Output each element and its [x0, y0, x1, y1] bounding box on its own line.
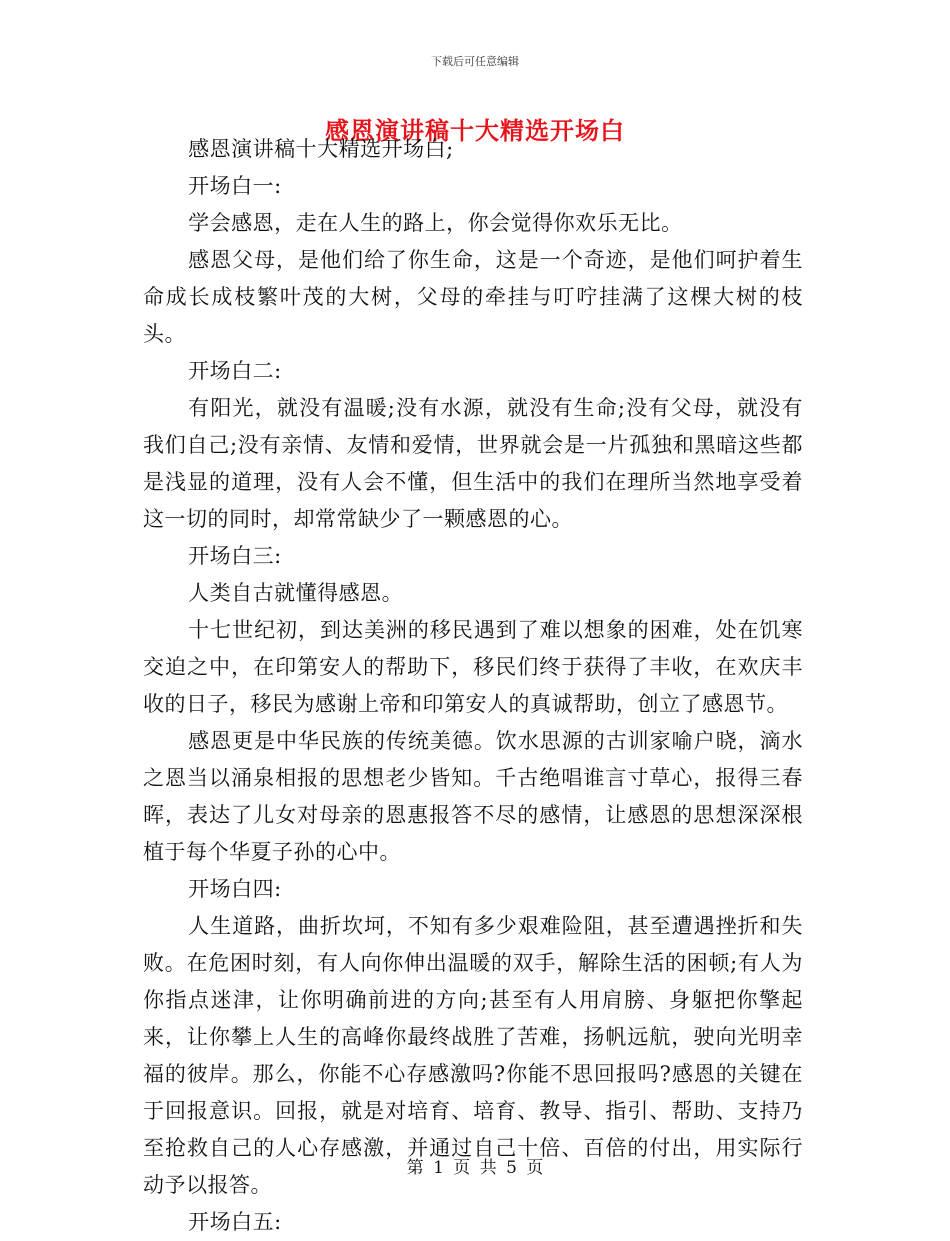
paragraph: 学会感恩，走在人生的路上，你会觉得你欢乐无比。 [188, 211, 683, 235]
paragraph: 十七世纪初，到达美洲的移民遇到了难以想象的困难，处在饥寒交迫之中，在印第安人的帮助下，移民们终于获得了丰收，在欢庆丰收的日子，移民为感谢上帝和印第安人的真诚帮助，创立了感恩节。 [143, 618, 803, 716]
document-body [143, 131, 803, 1241]
document-title: 感恩演讲稿十大精选开场白 [325, 117, 625, 145]
section-heading: 开场白三: [188, 544, 282, 568]
paragraph: 人类自古就懂得感恩。 [188, 581, 404, 605]
paragraph: 感恩演讲稿十大精选开场白; [188, 137, 454, 161]
page-header-note: 下载后可任意编辑 [431, 55, 519, 68]
paragraph: 感恩父母，是他们给了你生命，这是一个奇迹，是他们呵护着生命成长成枝繁叶茂的大树，父母的牵挂与叮咛挂满了这棵大树的枝头。 [143, 248, 803, 346]
paragraph: 人生道路，曲折坎坷，不知有多少艰难险阻，甚至遭遇挫折和失败。在危困时刻，有人向你伸出温暖的双手，解除生活的困顿;有人为你指点迷津，让你明确前进的方向;甚至有人用肩膀、身躯把你擎起来，让你攀上人生的高峰你最终战胜了苦难，扬帆远航，驶向光明幸福的彼岸。那么，你能不心存感激吗?你能不思回报吗?感恩的关键在于回报意识。回报，就是对培育、培育、教导、指引、帮助、支持乃至抢救自己的人心存感激，并通过自己十倍、百倍的付出，用实际行动予以报答。 [143, 914, 803, 1197]
section-heading: 开场白四: [188, 877, 282, 901]
paragraph: 感恩更是中华民族的传统美德。饮水思源的古训家喻户晓，滴水之恩当以涌泉相报的思想老少皆知。千古绝唱谁言寸草心，报得三春晖，表达了儿女对母亲的恩惠报答不尽的感情，让感恩的思想深深根植于每个华夏子孙的心中。 [143, 729, 803, 864]
section-heading: 开场白一: [188, 174, 282, 198]
paragraph: 有阳光，就没有温暖;没有水源，就没有生命;没有父母，就没有我们自己;没有亲情、友情和爱情，世界就会是一片孤独和黑暗这些都是浅显的道理，没有人会不懂，但生活中的我们在理所当然地享受着这一切的同时，却常常缺少了一颗感恩的心。 [143, 396, 803, 531]
page-number-footer: 第 1 页 共 5 页 [406, 1158, 544, 1178]
section-heading: 开场白二: [188, 359, 282, 383]
section-heading: 开场白五: [188, 1210, 282, 1234]
